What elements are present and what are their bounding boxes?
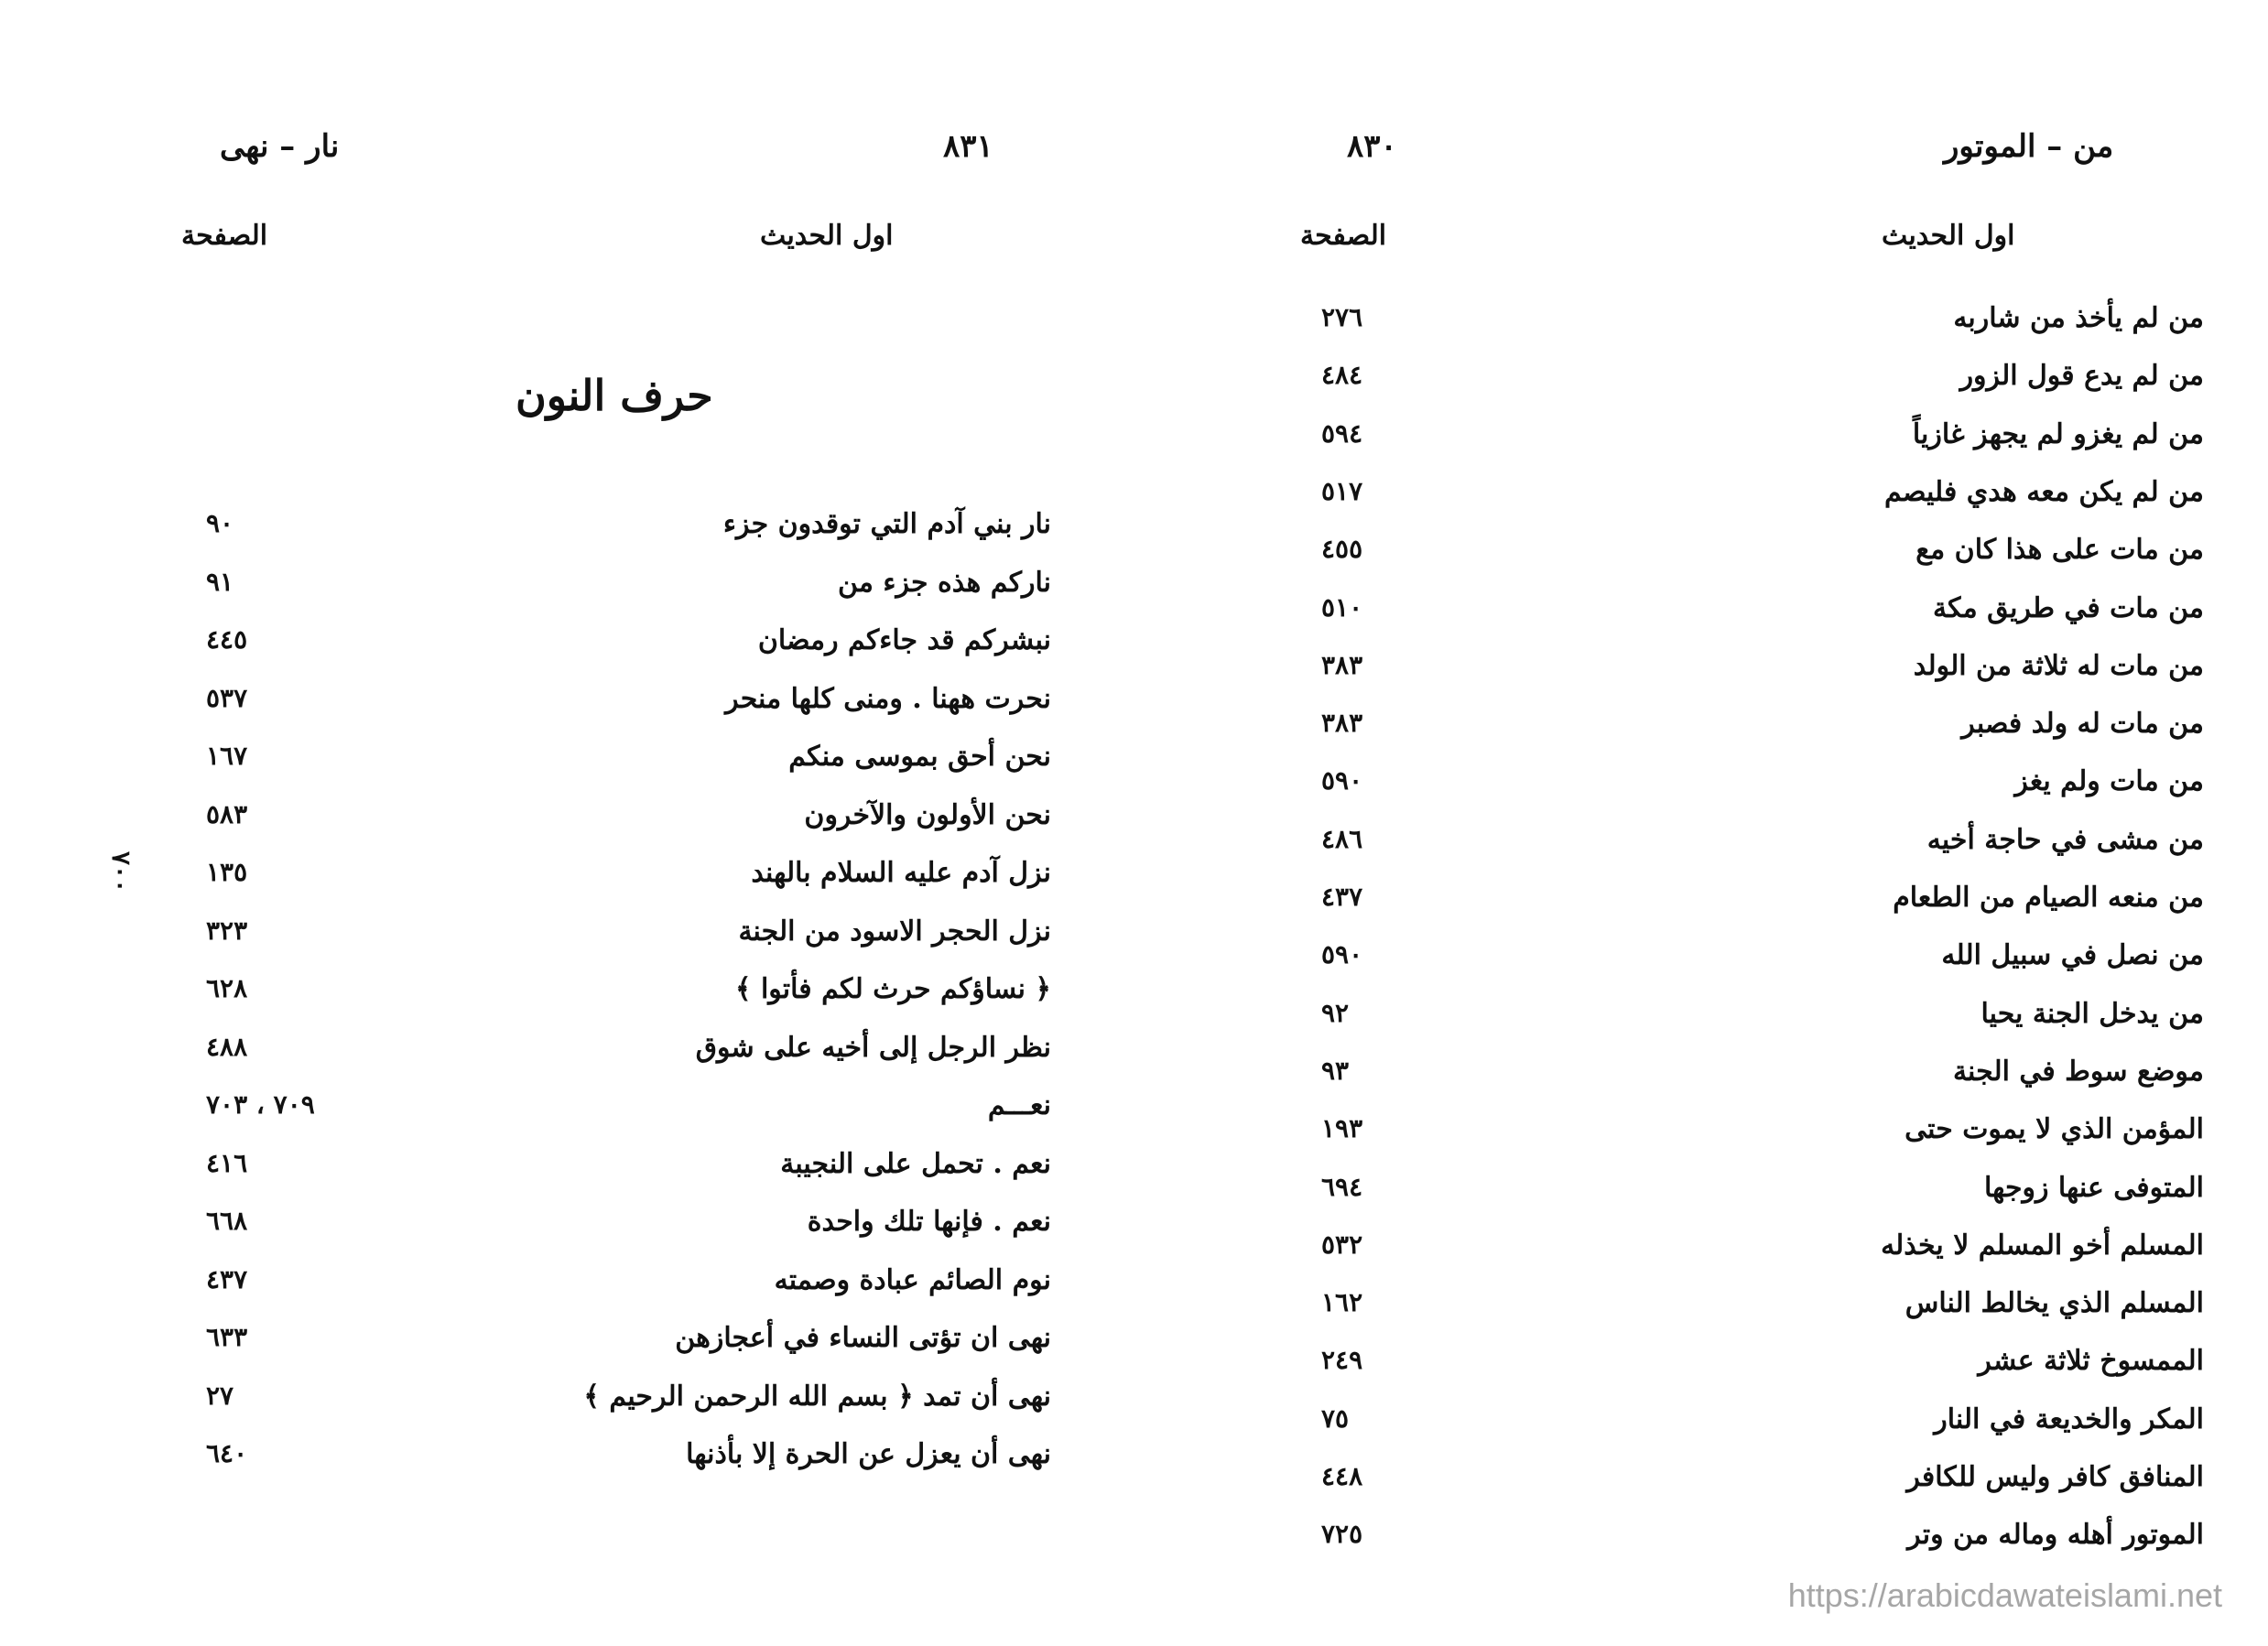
hadith-opening: من مات على هذا كان مع: [1915, 534, 2204, 567]
page-reference: ١٩٣: [1321, 1113, 1363, 1144]
page-number: ٨٣١: [943, 128, 993, 165]
hadith-opening: نزل الحجر الاسود من الجنة: [738, 915, 1051, 948]
page-reference: ١٣٥: [206, 857, 248, 887]
page-reference: ٤٨٦: [1321, 823, 1363, 854]
page-reference: ١٦٢: [1321, 1287, 1363, 1318]
hadith-opening: نزل آدم عليه السلام بالهند: [751, 857, 1051, 889]
index-row: [0, 1032, 1134, 1068]
index-row: [0, 1264, 1134, 1301]
index-row: [0, 915, 1134, 952]
index-row: [0, 1322, 1134, 1359]
index-row: [1134, 534, 2268, 570]
hadith-opening: من لم يكن معه هدي فليصم: [1884, 475, 2204, 508]
index-row: [0, 683, 1134, 720]
hadith-opening: المؤمن الذي لا يموت حتى: [1904, 1113, 2204, 1146]
page-reference: ٦٩٤: [1321, 1171, 1363, 1202]
page-reference: ٤٤٥: [206, 624, 248, 655]
page-reference: ٧٥: [1321, 1402, 1350, 1434]
hadith-opening: من نصل في سبيل الله: [1941, 939, 2204, 972]
index-row: [0, 567, 1134, 603]
hadith-opening: نعم . فإنها تلك واحدة: [807, 1206, 1051, 1238]
index-row: [1134, 1519, 2268, 1555]
index-row: [0, 857, 1134, 893]
page-reference: ٩١: [206, 566, 234, 597]
index-row: [1134, 360, 2268, 396]
hadith-opening: من لم يدع قول الزور: [1959, 360, 2204, 393]
index-row: [1134, 708, 2268, 744]
hadith-opening: من مات ولم يغز: [2014, 765, 2204, 798]
page-reference: ٦٣٣: [206, 1322, 248, 1352]
index-row: [1134, 882, 2268, 918]
column-header-page: الصفحة: [1300, 220, 1387, 252]
page-reference: ٤٨٨: [206, 1031, 248, 1062]
index-row: [0, 973, 1134, 1010]
page-reference: ٩٠: [206, 508, 234, 538]
index-row: [1134, 939, 2268, 976]
index-row: [1134, 1345, 2268, 1381]
hadith-opening: نوم الصائم عبادة وصمته: [774, 1263, 1051, 1296]
index-row: [1134, 1113, 2268, 1150]
page-reference: ٦٤٠: [206, 1438, 248, 1468]
page-reference: ٧٢٥: [1321, 1519, 1363, 1550]
index-row: [0, 1206, 1134, 1242]
hadith-opening: الممسوخ ثلاثة عشر: [1978, 1345, 2204, 1378]
page-reference: ٥١٧: [1321, 475, 1363, 506]
index-row: [1134, 1287, 2268, 1324]
hadith-opening: المتوفى عنها زوجها: [1983, 1171, 2204, 1204]
index-row: [1134, 998, 2268, 1034]
hadith-opening: الموتور أهله وماله من وتر: [1907, 1519, 2204, 1552]
page-reference: ٢٧: [206, 1380, 234, 1411]
page-reference: ٥٣٢: [1321, 1229, 1363, 1260]
column-header-page: الصفحة: [181, 220, 268, 252]
hadith-opening: من منعه الصيام من الطعام: [1893, 882, 2204, 914]
running-header-range: نار – نهى: [220, 128, 340, 165]
page-reference: ٤٥٥: [1321, 534, 1363, 565]
hadith-opening: من لم يغزو لم يجهز غازياً: [1912, 417, 2204, 450]
hadith-opening: من لم يأخذ من شاربه: [1953, 302, 2204, 334]
hadith-opening: نبشركم قد جاءكم رمضان: [757, 624, 1051, 656]
page-reference: ٣٨٣: [1321, 708, 1363, 739]
page-reference: ٥٩٠: [1321, 939, 1363, 970]
hadith-opening: المنافق كافر وليس للكافر: [1906, 1461, 2204, 1493]
page-reference: ٥٩٤: [1321, 417, 1363, 449]
index-row: [1134, 824, 2268, 861]
index-row: [1134, 302, 2268, 339]
section-title: حرف النون: [515, 371, 713, 420]
hadith-opening: من مات له ثلاثة من الولد: [1913, 649, 2204, 682]
hadith-opening: من يدخل الجنة يحيا: [1980, 997, 2204, 1030]
index-row: [0, 741, 1134, 777]
index-row: [0, 799, 1134, 836]
hadith-opening: نهى أن يعزل عن الحرة إلا بأذنها: [686, 1438, 1051, 1470]
page-reference: ٥٩٠: [1321, 765, 1363, 796]
page-reference: ٩٢: [1321, 997, 1350, 1028]
page-reference: ٣٨٣: [1321, 649, 1363, 680]
index-row: [1134, 476, 2268, 513]
page-reference: ٤٤٨: [1321, 1461, 1363, 1491]
index-row: [1134, 1229, 2268, 1266]
index-row: [0, 1089, 1134, 1126]
hadith-opening: نحن الأولون والآخرون: [804, 798, 1051, 831]
index-row: [1134, 650, 2268, 687]
hadith-opening: نحن أحق بموسى منكم: [788, 741, 1051, 773]
column-header-hadith: اول الحديث: [760, 220, 894, 252]
hadith-opening: نحرت ههنا . ومنى كلها منحر: [725, 682, 1051, 715]
index-row: [1134, 592, 2268, 629]
page-reference: ٦٢٨: [206, 973, 248, 1003]
hadith-opening: نهى أن تمد ﴿ بسم الله الرحمن الرحيم ﴾: [583, 1380, 1051, 1413]
running-header-range: من – الموتور: [1944, 128, 2114, 165]
page-reference: ٩٣: [1321, 1055, 1350, 1086]
index-row: [0, 624, 1134, 661]
page-reference: ٤١٦: [206, 1147, 248, 1178]
hadith-opening: من مات في طريق مكة: [1932, 591, 2204, 624]
index-row: [1134, 1056, 2268, 1092]
page-reference: ٥٣٧: [206, 682, 248, 713]
hadith-opening: نهى ان تؤتى النساء في أعجازهن: [675, 1322, 1051, 1354]
right-page: [1134, 0, 2268, 1646]
index-row: [1134, 418, 2268, 455]
page-number: ٨٣٠: [1347, 128, 1397, 165]
hadith-opening: نظر الرجل إلى أخيه على شوق: [695, 1031, 1051, 1064]
hadith-opening: المسلم أخو المسلم لا يخذله: [1881, 1229, 2204, 1262]
page-reference: ٦٦٨: [206, 1206, 248, 1236]
index-row: [0, 1381, 1134, 1417]
index-row: [1134, 1403, 2268, 1440]
index-row: [1134, 1172, 2268, 1208]
hadith-opening: المسلم الذي يخالط الناس: [1904, 1287, 2204, 1320]
page-reference: ٤٣٧: [206, 1263, 248, 1294]
hadith-opening: المكر والخديعة في النار: [1934, 1402, 2204, 1435]
index-row: [0, 508, 1134, 545]
column-header-hadith: اول الحديث: [1882, 220, 2015, 252]
hadith-opening: نار بني آدم التي توقدون جزء: [722, 508, 1051, 540]
index-row: [1134, 1461, 2268, 1498]
page-reference: ٤٣٧: [1321, 882, 1363, 912]
index-row: [1134, 765, 2268, 802]
hadith-opening: من مشى في حاجة أخيه: [1926, 823, 2204, 856]
hadith-opening: ناركم هذه جزء من: [838, 566, 1051, 599]
hadith-opening: ﴿ نساؤكم حرث لكم فأتوا ﴾: [734, 973, 1051, 1005]
page-reference: ٧٠٩ ، ٧٠٣: [206, 1089, 315, 1120]
page-reference: ٥١٠: [1321, 591, 1363, 623]
hadith-opening: موضع سوط في الجنة: [1952, 1055, 2204, 1088]
page-reference: ٢٧٦: [1321, 302, 1363, 332]
page-reference: ١٦٧: [206, 741, 248, 771]
hadith-opening: نعم . تحمل على النجيبة: [780, 1147, 1051, 1180]
side-margin-mark: ٧٠٠: [106, 851, 136, 893]
page-reference: ٣٢٣: [206, 915, 248, 946]
page-reference: ٢٤٩: [1321, 1345, 1363, 1376]
page-reference: ٤٨٤: [1321, 360, 1363, 391]
hadith-opening: من مات له ولد فصبر: [1961, 708, 2204, 741]
page-reference: ٥٨٣: [206, 798, 248, 829]
hadith-opening: نعـــم: [987, 1089, 1051, 1121]
index-row: [0, 1148, 1134, 1185]
index-row: [0, 1438, 1134, 1475]
watermark-url: https://arabicdawateislami.net: [1787, 1576, 2222, 1614]
